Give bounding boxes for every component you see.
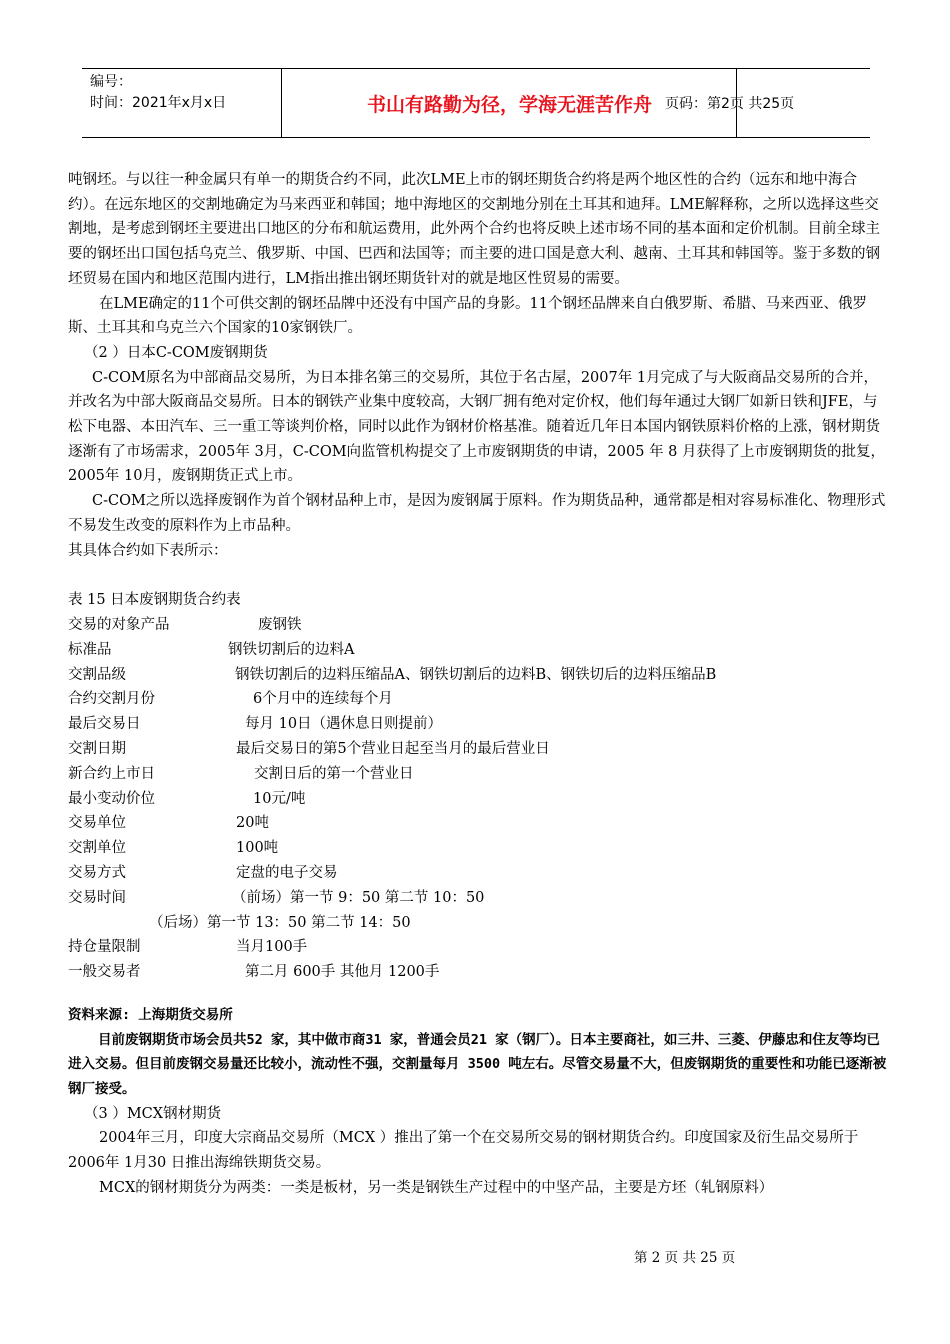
table-row bbox=[68, 886, 888, 911]
row-key: 交易时间 bbox=[68, 889, 126, 906]
row-key: 交易的对象产品 bbox=[68, 616, 170, 633]
row-value: 废钢铁 bbox=[258, 616, 302, 633]
table-row bbox=[68, 663, 888, 688]
row-key: 一般交易者 bbox=[68, 964, 141, 981]
row-key: 交割日期 bbox=[68, 740, 126, 757]
row-key: 标准品 bbox=[68, 641, 112, 658]
table-row bbox=[68, 687, 888, 712]
paragraph: C-COM之所以选择废钢作为首个钢材品种上市，是因为废钢属于原料。作为期货品种，通常都是相对容易标准化、物理形式不易发生改变的原料作为上市品种。 bbox=[68, 493, 886, 534]
row-value: 6个月中的连续每个月 bbox=[253, 691, 393, 708]
section-heading: （3 ）MCX钢材期货 bbox=[84, 1105, 222, 1122]
row-value: 当月100手 bbox=[236, 939, 308, 956]
table-row bbox=[68, 613, 888, 638]
paragraph: MCX的钢材期货分为两类：一类是板材，另一类是钢铁生产过程中的中坚产品，主要是方坯（轧钢原料） bbox=[99, 1179, 774, 1196]
row-value: 定盘的电子交易 bbox=[236, 864, 338, 881]
row-key: 新合约上市日 bbox=[68, 765, 155, 782]
row-key: 交易单位 bbox=[68, 815, 126, 832]
bold-paragraph: 目前废钢期货市场会员共52 家，其中做市商31 家，普通会员21 家（钢厂）。日本主要商社，如三井、三菱、伊藤忠和住友等均已进入交易。但目前废钢交易量还比较小，流动性不强，交割量每月 3500 吨左右。尽管交易量不大，但废钢期货的重要性和功能已逐渐被钢厂接受。 bbox=[68, 1031, 887, 1098]
row-value: （前场）第一节 9：50 第二节 10：50 bbox=[232, 889, 485, 906]
paragraph: 在LME确定的11个可供交割的钢坯品牌中还没有中国产品的身影。11个钢坯品牌来自白俄罗斯、希腊、马来西亚、俄罗斯、土耳其和乌克兰六个国家的10家钢铁厂。 bbox=[68, 295, 867, 337]
section-heading: （2 ）日本C-COM废钢期货 bbox=[84, 344, 268, 361]
table-row bbox=[68, 762, 888, 787]
row-key: 最小变动价位 bbox=[68, 790, 155, 807]
row-value: 10元/吨 bbox=[253, 790, 306, 807]
document-body bbox=[68, 168, 888, 1201]
row-value: 第二月 600手 其他月 1200手 bbox=[245, 964, 440, 981]
table-row bbox=[68, 811, 888, 836]
paragraph: 其具体合约如下表所示： bbox=[68, 542, 228, 559]
paragraph: 吨钢坯。与以往一种金属只有单一的期货合约不同，此次LME上市的钢坯期货合约将是两个地区性的合约（远东和地中海合约）。在远东地区的交割地确定为马来西亚和韩国；地中海地区的交割地分别在土耳其和迪拜。LME解释称，之所以选择这些交割地，是考虑到钢坯主要进出口地区的分布和航运费用，此外两个合约也将反映上述市场不同的基本面和定价机制。目前全球主要的钢坯出口国包括乌克兰、俄罗斯、中国、巴西和法国等；而主要的进口国是意大利、越南、土耳其和韩国等。鉴于多数的钢坯贸易在国内和地区范围内进行，LM指出推出钢坯期货针对的就是地区性贸易的需要。 bbox=[68, 172, 880, 287]
row-key: 交割单位 bbox=[68, 840, 126, 857]
row-key bbox=[68, 911, 149, 936]
table-row bbox=[68, 836, 888, 861]
date-label: 时间：2021年x月x日 bbox=[90, 95, 227, 111]
row-value: 20吨 bbox=[236, 815, 269, 832]
row-value: 钢铁切割后的边料压缩品A、钢铁切割后的边料B、钢铁切后的边料压缩品B bbox=[235, 666, 717, 683]
code-label: 编号： bbox=[90, 74, 132, 90]
table-row bbox=[68, 737, 888, 762]
row-value: 100吨 bbox=[236, 840, 279, 857]
row-key: 交易方式 bbox=[68, 864, 126, 881]
row-value: （后场）第一节 13：50 第二节 14：50 bbox=[149, 914, 411, 931]
page-header bbox=[82, 68, 870, 138]
table-row bbox=[68, 935, 888, 960]
row-key: 最后交易日 bbox=[68, 716, 141, 733]
table-row bbox=[68, 911, 888, 936]
header-motto: 书山有路勤为径，学海无涯苦作舟 bbox=[283, 69, 737, 137]
table-row bbox=[68, 861, 888, 886]
paragraph: 2004年三月，印度大宗商品交易所（MCX ）推出了第一个在交易所交易的钢材期货合约。印度国家及衍生品交易所于2006年 1月30 日推出海绵铁期货交易。 bbox=[68, 1130, 859, 1172]
contract-table bbox=[68, 613, 888, 985]
table-row bbox=[68, 960, 888, 985]
row-value: 最后交易日的第5个营业日起至当月的最后营业日 bbox=[236, 740, 550, 757]
row-key: 持仓量限制 bbox=[68, 939, 141, 956]
header-page-label: 页码：第2页 共25页 bbox=[665, 96, 795, 112]
table-title: 表 15 日本废钢期货合约表 bbox=[68, 592, 241, 609]
row-value: 交割日后的第一个营业日 bbox=[254, 765, 414, 782]
page-footer: 第 2 页 共 25 页 bbox=[634, 1250, 736, 1266]
header-meta bbox=[82, 69, 282, 137]
row-key: 合约交割月份 bbox=[68, 691, 155, 708]
source-note: 资料来源: 上海期货交易所 bbox=[68, 1006, 233, 1023]
table-row bbox=[68, 787, 888, 812]
row-value: 每月 10日（遇休息日则提前） bbox=[245, 716, 443, 733]
paragraph: C-COM原名为中部商品交易所，为日本排名第三的交易所，其位于名古屋，2007年 1月完成了与大阪商品交易所的合并，并改名为中部大阪商品交易所。日本的钢铁产业集中度较高，大钢厂拥有绝对定价权，他们每年通过大钢厂如新日铁和JFE，与松下电器、本田汽车、三一重工等谈判价格，同时以此作为钢材价格基准。随着近几年日本国内钢铁原料价格的上涨，钢材期货逐渐有了市场需求，2005年 3月，C-COM向监管机构提交了上市废钢期货的申请，2005 年 8 月获得了上市废钢期货的批复，2005年 10月，废钢期货正式上市。 bbox=[68, 369, 886, 485]
row-key: 交割品级 bbox=[68, 666, 126, 683]
table-row bbox=[68, 712, 888, 737]
table-row bbox=[68, 638, 888, 663]
row-value: 钢铁切割后的边料A bbox=[228, 641, 355, 658]
